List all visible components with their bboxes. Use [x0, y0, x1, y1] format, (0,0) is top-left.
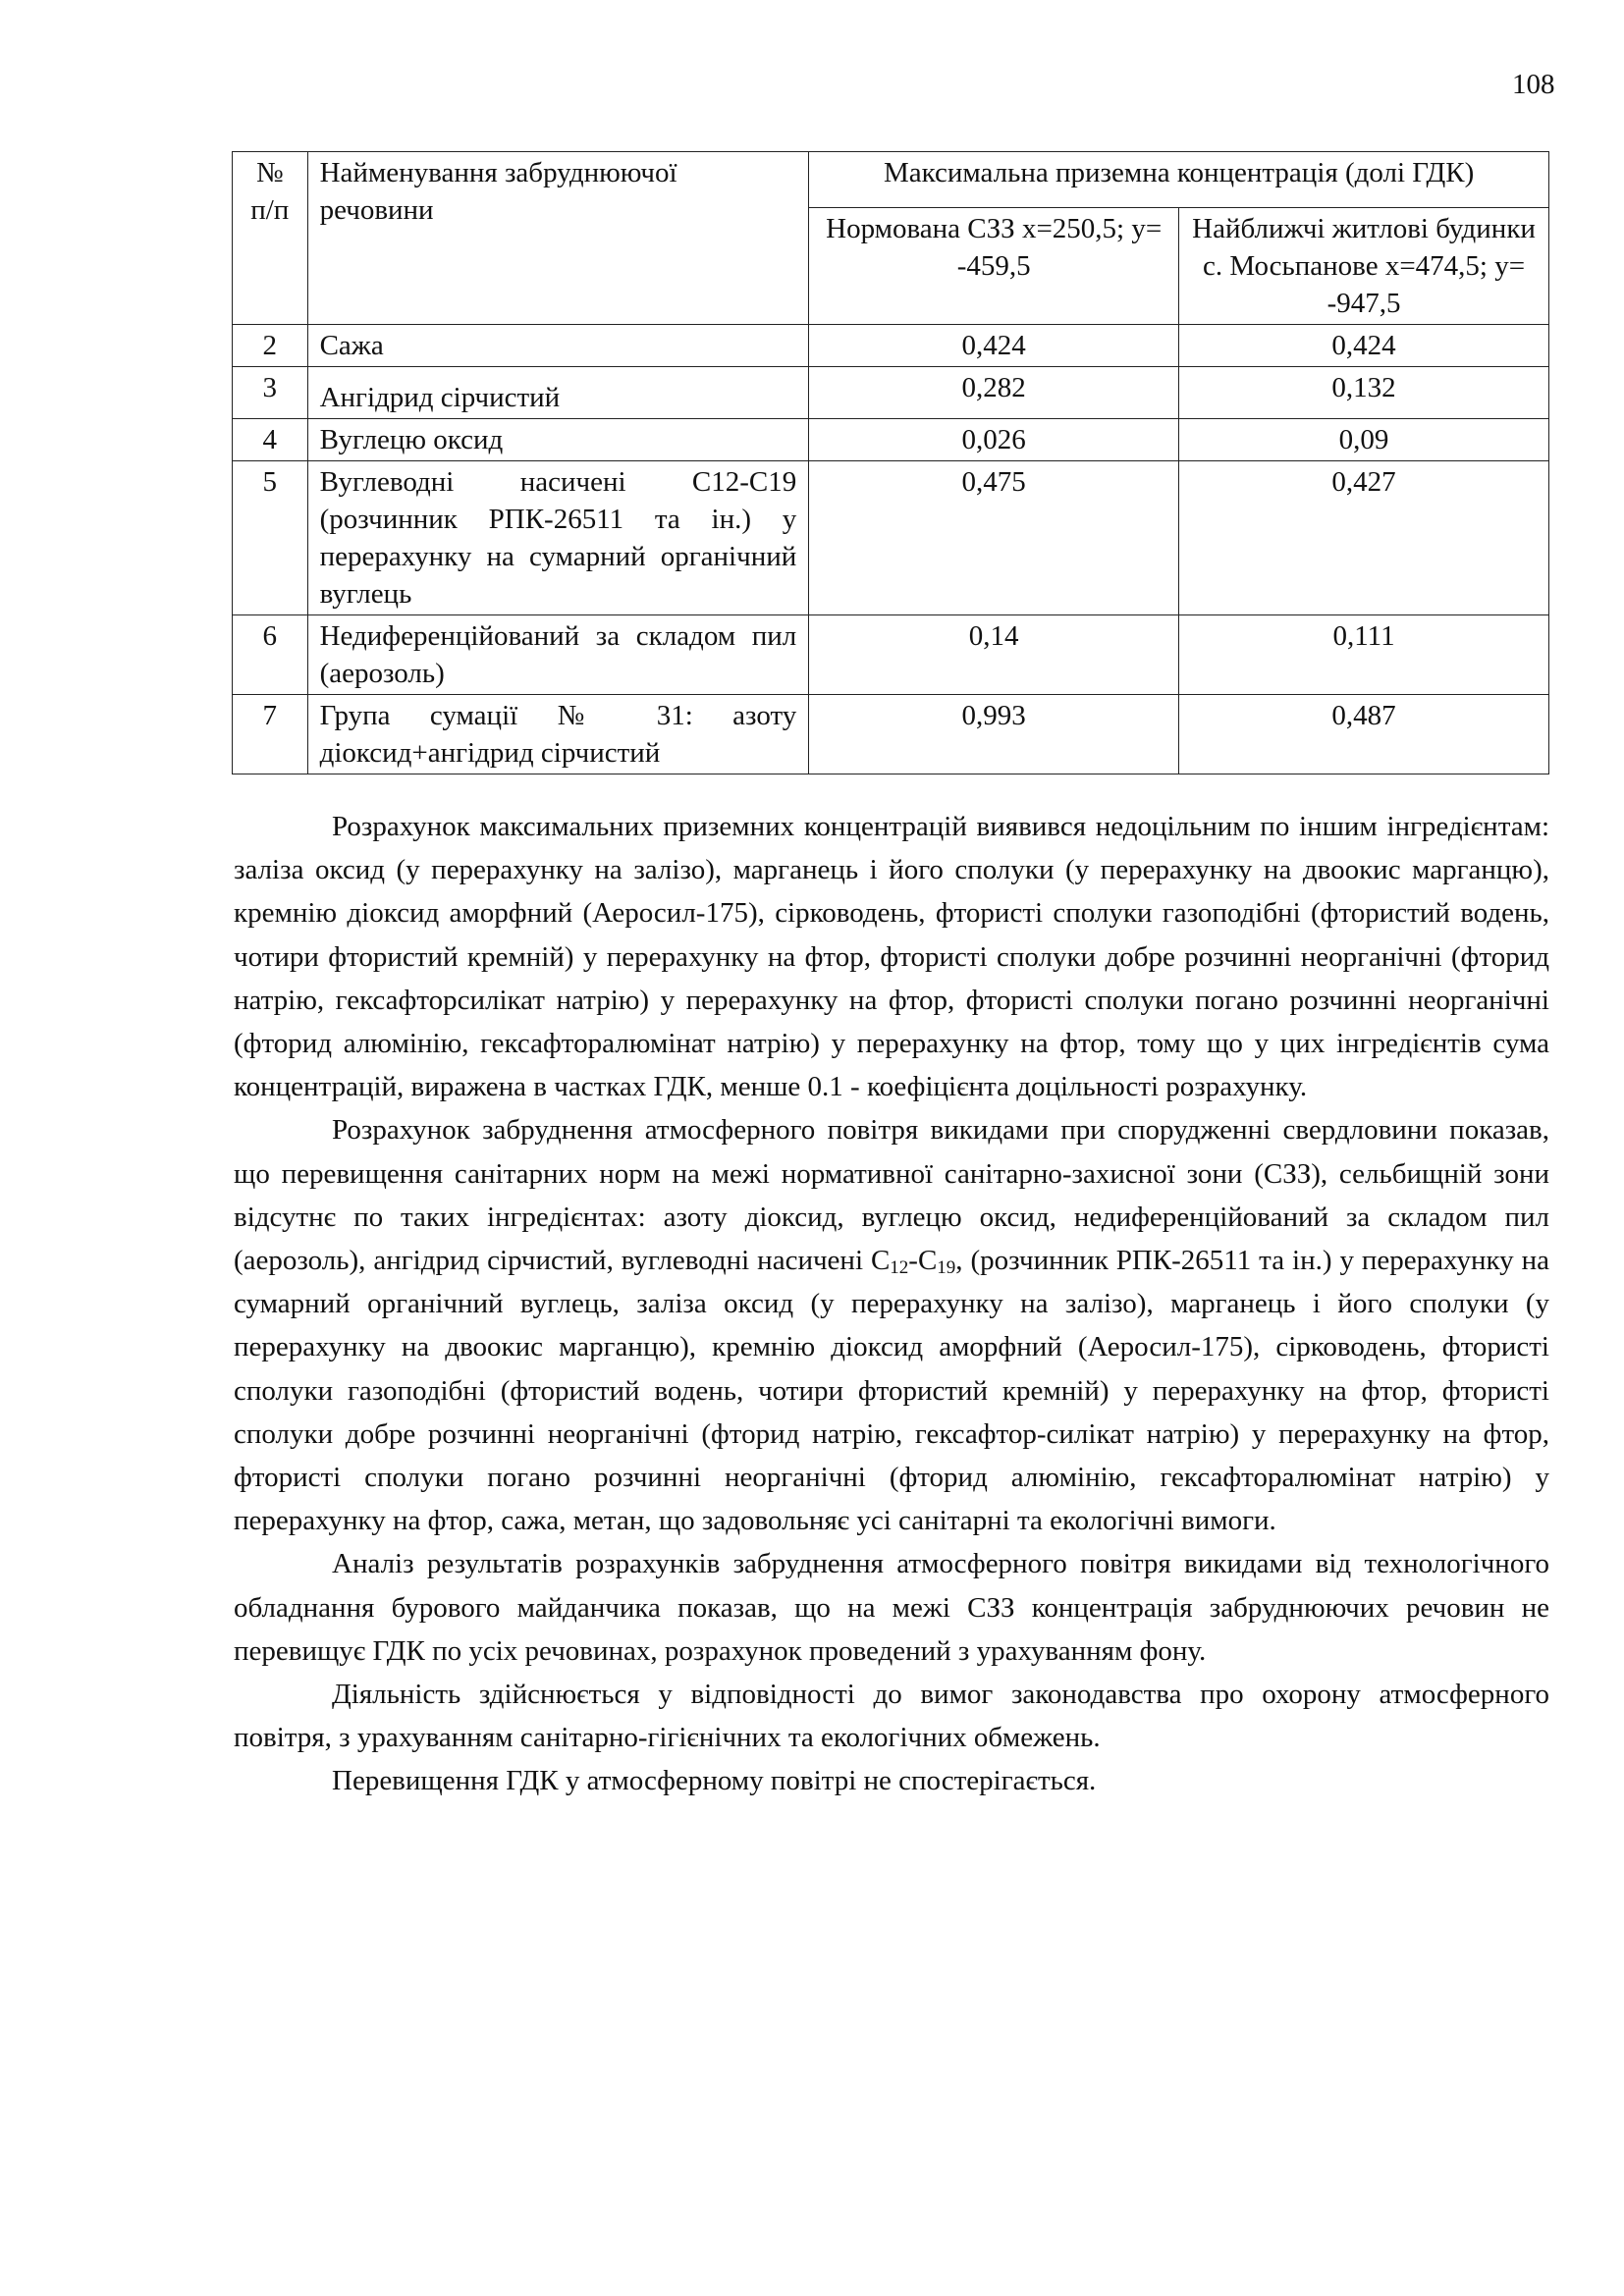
row-number: 7 — [233, 695, 308, 774]
header-nearest-residential: Найближчі житлові будинки с. Мосьпанове x=474,5; y= -947,5 — [1179, 208, 1549, 325]
row-value-szz: 0,282 — [809, 367, 1179, 419]
row-number: 6 — [233, 615, 308, 695]
header-substance-name: Найменування забруднюючої речовини — [307, 152, 809, 325]
row-value-szz: 0,993 — [809, 695, 1179, 774]
row-value-residential: 0,424 — [1179, 325, 1549, 367]
row-substance: Група сумації № 31: азоту діоксид+ангідрид сірчистий — [307, 695, 809, 774]
row-substance: Недиференційований за складом пил (аерозоль) — [307, 615, 809, 695]
row-number: 5 — [233, 461, 308, 615]
row-value-szz: 0,026 — [809, 419, 1179, 461]
row-substance: Ангідрид сірчистий — [307, 367, 809, 419]
table-row — [233, 695, 1549, 774]
table-row — [233, 615, 1549, 695]
paragraph-analysis-results: Аналіз результатів розрахунків забруднення атмосферного повітря викидами від технологічного обладнання бурового майданчика показав, що на межі СЗЗ концентрація забруднюючих речовин не перевищує ГДК по усіх речовинах, розрахунок проведений з урахуванням фону. — [234, 1548, 1549, 1667]
paragraph-text: Розрахунок забруднення атмосферного повітря викидами при спорудженні свердловини показав, що перевищення санітарних норм на межі нормативної санітарно-захисної зони (СЗЗ), сельбищній зони відсутнє по таких інгредієнтах: азоту діоксид, вуглецю оксид, недиференційований за складом пил (аерозоль), ангідрид сірчистий, вуглеводні насичені С — [234, 1114, 1549, 1277]
header-max-concentration: Максимальна приземна концентрація (долі ГДК) — [809, 152, 1549, 208]
row-value-szz: 0,424 — [809, 325, 1179, 367]
row-value-szz: 0,475 — [809, 461, 1179, 615]
row-number: 3 — [233, 367, 308, 419]
row-value-residential: 0,09 — [1179, 419, 1549, 461]
pollutant-concentration-table — [232, 151, 1549, 774]
table-row — [233, 419, 1549, 461]
table-row — [233, 461, 1549, 615]
paragraph-calculation-inexpedient: Розрахунок максимальних приземних концентрацій виявився недоцільним по іншим інгредієнтам: заліза оксид (у перерахунку на залізо), марганець і його сполуки (у перерахунку на двоокис марганцю), кремнію діоксид аморфний (Аеросил-175), сірководень, фтористі сполуки газоподібні (фтористий водень, чотири фтористий кремній) у перерахунку на фтор, фтористі сполуки добре розчинні неорганічні (фторид натрію, гексафторсилікат натрію) у перерахунку на фтор, фтористі сполуки погано розчинні неорганічні (фторид алюмінію, гексафторалюмінат натрію) у перерахунку на фтор, тому що у цих інгредієнтів сума концентрацій, виражена в частках ГДК, менше 0.1 - коефіцієнта доцільності розрахунку. — [234, 811, 1549, 1103]
subscript: 12 — [890, 1257, 909, 1279]
table-header-row — [233, 152, 1549, 208]
header-normalized-sanitary-zone: Нормована СЗЗ x=250,5; y= -459,5 — [809, 208, 1179, 325]
row-number: 4 — [233, 419, 308, 461]
paragraph-no-exceedance: Перевищення ГДК у атмосферному повітрі не спостерігається. — [332, 1765, 1097, 1797]
subscript: 19 — [937, 1257, 956, 1279]
paragraph-text: -С — [908, 1245, 938, 1277]
row-substance: Вуглецю оксид — [307, 419, 809, 461]
row-value-residential: 0,487 — [1179, 695, 1549, 774]
row-substance: Сажа — [307, 325, 809, 367]
paragraph-text: , (розчинник РПК-26511 та ін.) у перерахунку на сумарний органічний вуглець, заліза оксид (у перерахунку на залізо), марганець і його сполуки (у перерахунку на двоокис марганцю), кремнію діоксид аморфний (Аеросил-175), сірководень, фтористі сполуки газоподібні (фтористий водень, чотири фтористий кремній) у перерахунку на фтор, фтористі сполуки добре розчинні неорганічні (фторид натрію, гексафтор-силікат натрію) у перерахунку на фтор, фтористі сполуки погано розчинні неорганічні (фторид алюмінію, гексафторалюмінат натрію) у перерахунку на фтор, сажа, метан, що задовольняє усі санітарні та екологічні вимоги. — [234, 1245, 1549, 1537]
paragraph-compliance: Діяльність здійснюється у відповідності до вимог законодавства про охорону атмосферного повітря, з урахуванням санітарно-гігієнічних та екологічних обмежень. — [234, 1679, 1549, 1754]
page-number: 108 — [1512, 69, 1555, 100]
table-row — [233, 325, 1549, 367]
table-row — [233, 367, 1549, 419]
row-number: 2 — [233, 325, 308, 367]
row-value-residential: 0,427 — [1179, 461, 1549, 615]
row-value-residential: 0,132 — [1179, 367, 1549, 419]
row-substance: Вуглеводні насичені С12-С19 (розчинник РПК-26511 та ін.) у перерахунку на сумарний органічний вуглець — [307, 461, 809, 615]
header-number: № п/п — [233, 152, 308, 325]
body-text — [234, 805, 1549, 1803]
paragraph-pollution-calculation — [234, 1108, 1549, 1542]
row-value-szz: 0,14 — [809, 615, 1179, 695]
row-value-residential: 0,111 — [1179, 615, 1549, 695]
